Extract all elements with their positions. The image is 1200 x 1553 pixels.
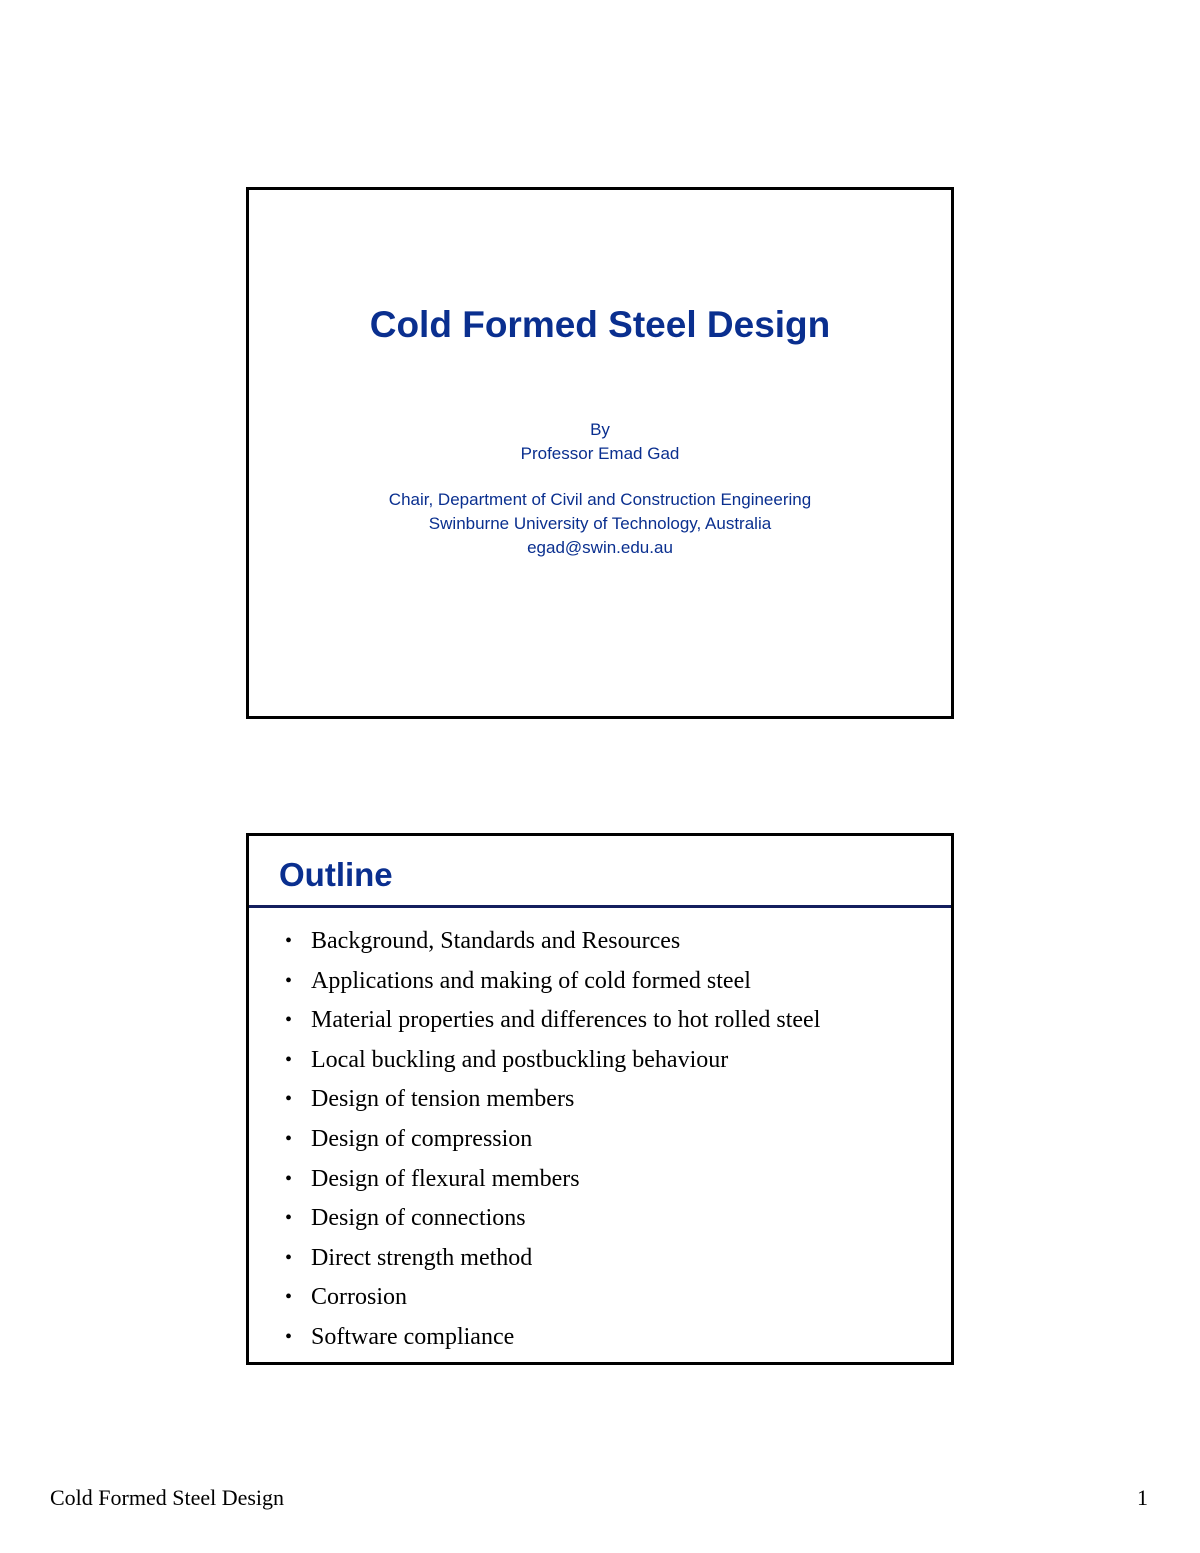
footer-document-title: Cold Formed Steel Design	[50, 1485, 285, 1510]
outline-heading: Outline	[279, 856, 393, 893]
author-institution: Swinburne University of Technology, Australia	[428, 514, 772, 533]
list-item	[249, 1160, 820, 1200]
author-name: Professor Emad Gad	[520, 444, 680, 463]
title-slide	[246, 187, 954, 719]
list-item-text: Design of compression	[311, 1125, 533, 1152]
author-email: egad@swin.edu.au	[527, 538, 673, 557]
list-item	[249, 1199, 820, 1239]
bullet-icon: •	[285, 969, 293, 992]
list-item-text: Design of tension members	[311, 1086, 575, 1113]
spacer	[249, 466, 951, 488]
bullet-icon: •	[285, 1127, 293, 1150]
list-item-text: Local buckling and postbuckling behaviour	[311, 1046, 729, 1073]
list-item	[249, 1239, 820, 1279]
heading-divider	[249, 905, 951, 908]
list-item	[249, 1001, 820, 1041]
by-label: By	[590, 420, 610, 439]
list-item	[249, 1318, 820, 1358]
list-item	[249, 1120, 820, 1160]
bullet-icon: •	[285, 1325, 293, 1348]
list-item-text: Material properties and differences to hot rolled steel	[311, 1007, 821, 1034]
page-number: 1	[1137, 1485, 1148, 1510]
list-item-text: Software compliance	[311, 1323, 515, 1350]
list-item	[249, 1080, 820, 1120]
slide-title: Cold Formed Steel Design	[369, 304, 831, 345]
bullet-icon: •	[285, 1246, 293, 1269]
bullet-icon: •	[285, 1088, 293, 1111]
bullet-icon: •	[285, 1009, 293, 1032]
bullet-icon: •	[285, 1286, 293, 1309]
list-item	[249, 922, 820, 962]
list-item-text: Background, Standards and Resources	[311, 928, 681, 954]
bullet-icon: •	[285, 1048, 293, 1071]
list-item-text: Direct strength method	[311, 1244, 533, 1271]
list-item-text: Design of connections	[311, 1205, 526, 1232]
title-slide-details	[249, 418, 951, 560]
bullet-icon: •	[285, 930, 293, 952]
bullet-icon: •	[285, 1167, 293, 1190]
outline-list	[249, 922, 820, 1358]
list-item-text: Design of flexural members	[311, 1165, 580, 1192]
list-item-text: Corrosion	[311, 1284, 407, 1311]
list-item	[249, 1041, 820, 1081]
list-item-text: Applications and making of cold formed steel	[311, 967, 751, 994]
author-position: Chair, Department of Civil and Construction Engineering	[388, 490, 812, 509]
outline-slide	[246, 833, 954, 1365]
list-item	[249, 962, 820, 1002]
bullet-icon: •	[285, 1207, 293, 1230]
list-item	[249, 1278, 820, 1318]
